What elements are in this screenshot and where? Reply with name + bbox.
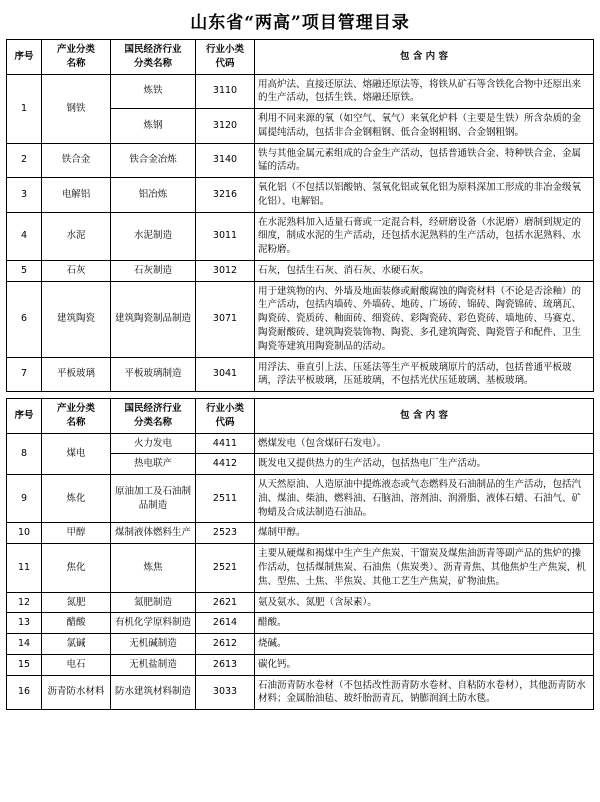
cell-national-industry-class: 原油加工及石油制品制造 xyxy=(111,475,196,523)
column-header-category-2 xyxy=(42,399,111,434)
cell-serial-number: 13 xyxy=(7,613,42,634)
column-header-no-2: 序号 xyxy=(7,399,42,434)
table-row xyxy=(7,613,594,634)
table1-header-row xyxy=(7,40,594,75)
cell-industry-code: 3041 xyxy=(196,357,255,392)
column-header-industry-2-line1: 国民经济行业 xyxy=(124,403,182,415)
cell-industry-code: 2521 xyxy=(196,544,255,592)
table-row xyxy=(7,592,594,613)
column-header-category xyxy=(42,40,111,75)
cell-content-description: 用高炉法、直接还原法、熔融还原法等，将铁从矿石等含铁化合物中还原出来的生产活动，包括生铁、熔融还原铁。 xyxy=(255,74,594,109)
cell-industry-code: 3071 xyxy=(196,281,255,357)
cell-content-description: 在水泥熟料加入适量石膏或一定混合料，经研磨设备（水泥磨）磨制到规定的细度，制成水泥的生产活动，还包括水泥熟料的生产活动，包括水泥熟料、水泥粉磨。 xyxy=(255,212,594,260)
column-header-industry xyxy=(111,40,196,75)
cell-industry-code: 3033 xyxy=(196,675,255,710)
cell-content-description: 氧化铝（不包括以铝酸钠、氢氧化铝或氧化铝为原料深加工形成的非冶金级氧化铝）、电解铝。 xyxy=(255,178,594,213)
catalog-table-part2 xyxy=(6,398,594,710)
cell-national-industry-class: 平板玻璃制造 xyxy=(111,357,196,392)
cell-serial-number: 3 xyxy=(7,178,42,213)
column-header-code-2 xyxy=(196,399,255,434)
catalog-table-part1 xyxy=(6,39,594,392)
cell-serial-number: 15 xyxy=(7,654,42,675)
cell-serial-number: 7 xyxy=(7,357,42,392)
table-row xyxy=(7,178,594,213)
column-header-code-2-line1: 行业小类 xyxy=(205,403,244,415)
cell-national-industry-class: 煤制液体燃料生产 xyxy=(111,523,196,544)
table-row xyxy=(7,212,594,260)
cell-national-industry-class: 铝冶炼 xyxy=(111,178,196,213)
cell-national-industry-class: 炼钢 xyxy=(111,109,196,144)
cell-industry-code: 2613 xyxy=(196,654,255,675)
table-row xyxy=(7,523,594,544)
cell-content-description: 石灰，包括生石灰、消石灰、水硬石灰。 xyxy=(255,260,594,281)
table-row xyxy=(7,634,594,655)
cell-industry-code: 2614 xyxy=(196,613,255,634)
column-header-industry-2 xyxy=(111,399,196,434)
column-header-code-2-line2: 代码 xyxy=(215,416,235,428)
cell-industry-category: 铁合金 xyxy=(42,143,111,178)
cell-content-description: 铁与其他金属元素组成的合金生产活动，包括普通铁合金、特种铁合金、金属锰的活动。 xyxy=(255,143,594,178)
cell-content-description: 利用不同来源的氧（如空气、氧气）来氧化炉料（主要是生铁）所含杂质的金属提纯活动，包括非合金钢粗钢、低合金钢粗钢、合金钢粗钢。 xyxy=(255,109,594,144)
cell-industry-category: 建筑陶瓷 xyxy=(42,281,111,357)
table-row xyxy=(7,675,594,710)
cell-industry-category: 焦化 xyxy=(42,544,111,592)
cell-national-industry-class: 无机盐制造 xyxy=(111,654,196,675)
cell-serial-number: 11 xyxy=(7,544,42,592)
table-row xyxy=(7,281,594,357)
column-header-industry-line1: 国民经济行业 xyxy=(124,44,182,55)
cell-serial-number: 4 xyxy=(7,212,42,260)
cell-content-description: 煤制甲醇。 xyxy=(255,523,594,544)
table-row xyxy=(7,475,594,523)
cell-industry-code: 3120 xyxy=(196,109,255,144)
cell-content-description: 氨及氨水、氮肥（含尿素）。 xyxy=(255,592,594,613)
column-header-category-2-line1: 产业分类 xyxy=(56,403,95,415)
cell-national-industry-class: 无机碱制造 xyxy=(111,634,196,655)
column-header-no: 序号 xyxy=(7,40,42,75)
cell-national-industry-class: 铁合金冶炼 xyxy=(111,143,196,178)
cell-industry-code: 3216 xyxy=(196,178,255,213)
cell-industry-category: 电解铝 xyxy=(42,178,111,213)
cell-national-industry-class: 建筑陶瓷制品制造 xyxy=(111,281,196,357)
cell-industry-category: 煤电 xyxy=(42,433,111,475)
cell-industry-code: 4412 xyxy=(196,454,255,475)
cell-national-industry-class: 炼焦 xyxy=(111,544,196,592)
table1-header xyxy=(7,40,594,75)
cell-industry-code: 3140 xyxy=(196,143,255,178)
cell-content-description: 燃煤发电（包含煤矸石发电）。 xyxy=(255,433,594,454)
cell-serial-number: 9 xyxy=(7,475,42,523)
cell-industry-category: 沥青防水材料 xyxy=(42,675,111,710)
column-header-category-line1: 产业分类 xyxy=(56,44,95,55)
cell-industry-category: 氯碱 xyxy=(42,634,111,655)
column-header-code-line1: 行业小类 xyxy=(205,44,244,55)
cell-serial-number: 2 xyxy=(7,143,42,178)
cell-industry-category: 平板玻璃 xyxy=(42,357,111,392)
column-header-code-line2: 代码 xyxy=(215,57,235,69)
cell-industry-category: 炼化 xyxy=(42,475,111,523)
cell-serial-number: 16 xyxy=(7,675,42,710)
cell-national-industry-class: 热电联产 xyxy=(111,454,196,475)
cell-industry-code: 4411 xyxy=(196,433,255,454)
cell-content-description: 用浮法、垂直引上法、压延法等生产平板玻璃原片的活动，包括普通平板玻璃，浮法平板玻璃，压延玻璃，不包括光伏压延玻璃、基板玻璃。 xyxy=(255,357,594,392)
cell-industry-category: 电石 xyxy=(42,654,111,675)
cell-industry-code: 2511 xyxy=(196,475,255,523)
cell-industry-category: 甲醇 xyxy=(42,523,111,544)
column-header-category-2-line2: 名称 xyxy=(66,416,86,428)
cell-industry-code: 3012 xyxy=(196,260,255,281)
cell-serial-number: 10 xyxy=(7,523,42,544)
cell-industry-code: 3011 xyxy=(196,212,255,260)
cell-industry-code: 3110 xyxy=(196,74,255,109)
column-header-content-2: 包 含 内 容 xyxy=(255,399,594,434)
cell-national-industry-class: 火力发电 xyxy=(111,433,196,454)
table-row xyxy=(7,654,594,675)
cell-content-description: 主要从硬煤和褐煤中生产生产焦炭、干馏炭及煤焦油沥青等副产品的焦炉的操作活动，包括煤制焦炭、石油焦（焦炭类）、沥青青焦、其他焦炉生产焦炭，机焦、型焦、土焦、半焦炭、其他工艺生产焦炭，矿物油焦。 xyxy=(255,544,594,592)
table-row xyxy=(7,433,594,454)
cell-content-description: 用于建筑物的内、外墙及地面装修或耐酸腐蚀的陶瓷材料（不论是否涂釉）的生产活动，包括内墙砖、外墙砖、地砖、广场砖、锦砖、陶瓷锦砖、琉璃瓦、陶瓷砖、瓷质砖、釉面砖、细瓷砖、彩陶瓷砖、彩色瓷砖、墙地砖、马赛克、陶瓷耐酸砖、建筑陶瓷装饰物、陶瓷、多孔建筑陶瓷、陶瓷管子和配件、卫生陶瓷等建筑用陶瓷制品的活动。 xyxy=(255,281,594,357)
cell-national-industry-class: 水泥制造 xyxy=(111,212,196,260)
cell-content-description: 石油沥青防水卷材（不包括改性沥青防水卷材、自粘防水卷材），其他沥青防水材料；金属胎油毡、玻纤胎沥青瓦，钠膨润润土防水毯。 xyxy=(255,675,594,710)
cell-serial-number: 14 xyxy=(7,634,42,655)
cell-content-description: 烧碱。 xyxy=(255,634,594,655)
table-row xyxy=(7,143,594,178)
column-header-category-line2: 名称 xyxy=(66,57,86,69)
cell-content-description: 从天然原油、人造原油中提炼液态或气态燃料及石油制品的生产活动，包括汽油、煤油、柴油、燃料油、石脑油、溶剂油、润滑脂、液体石蜡、石油气、矿物蜡及合成法制造石油品。 xyxy=(255,475,594,523)
cell-national-industry-class: 炼铁 xyxy=(111,74,196,109)
cell-serial-number: 12 xyxy=(7,592,42,613)
page-title: 山东省“两高”项目管理目录 xyxy=(190,13,410,33)
cell-industry-code: 2612 xyxy=(196,634,255,655)
cell-national-industry-class: 石灰制造 xyxy=(111,260,196,281)
column-header-industry-line2: 分类名称 xyxy=(133,57,172,69)
cell-serial-number: 5 xyxy=(7,260,42,281)
cell-serial-number: 8 xyxy=(7,433,42,475)
cell-national-industry-class: 有机化学原料制造 xyxy=(111,613,196,634)
table-row xyxy=(7,544,594,592)
cell-content-description: 既发电又提供热力的生产活动，包括热电厂生产活动。 xyxy=(255,454,594,475)
cell-national-industry-class: 氮肥制造 xyxy=(111,592,196,613)
cell-national-industry-class: 防水建筑材料制造 xyxy=(111,675,196,710)
table2-header-row xyxy=(7,399,594,434)
table2-header xyxy=(7,399,594,434)
cell-content-description: 碳化钙。 xyxy=(255,654,594,675)
column-header-industry-2-line2: 分类名称 xyxy=(133,416,172,428)
cell-industry-code: 2621 xyxy=(196,592,255,613)
table2-body xyxy=(7,433,594,709)
table1-body xyxy=(7,74,594,392)
cell-industry-category: 氮肥 xyxy=(42,592,111,613)
table-row xyxy=(7,74,594,109)
cell-serial-number: 6 xyxy=(7,281,42,357)
cell-serial-number: 1 xyxy=(7,74,42,143)
table-row xyxy=(7,357,594,392)
cell-industry-category: 钢铁 xyxy=(42,74,111,143)
column-header-content: 包 含 内 容 xyxy=(255,40,594,75)
cell-content-description: 醋酸。 xyxy=(255,613,594,634)
column-header-code xyxy=(196,40,255,75)
cell-industry-category: 石灰 xyxy=(42,260,111,281)
cell-industry-category: 水泥 xyxy=(42,212,111,260)
table-row xyxy=(7,260,594,281)
cell-industry-category: 醋酸 xyxy=(42,613,111,634)
cell-industry-code: 2523 xyxy=(196,523,255,544)
